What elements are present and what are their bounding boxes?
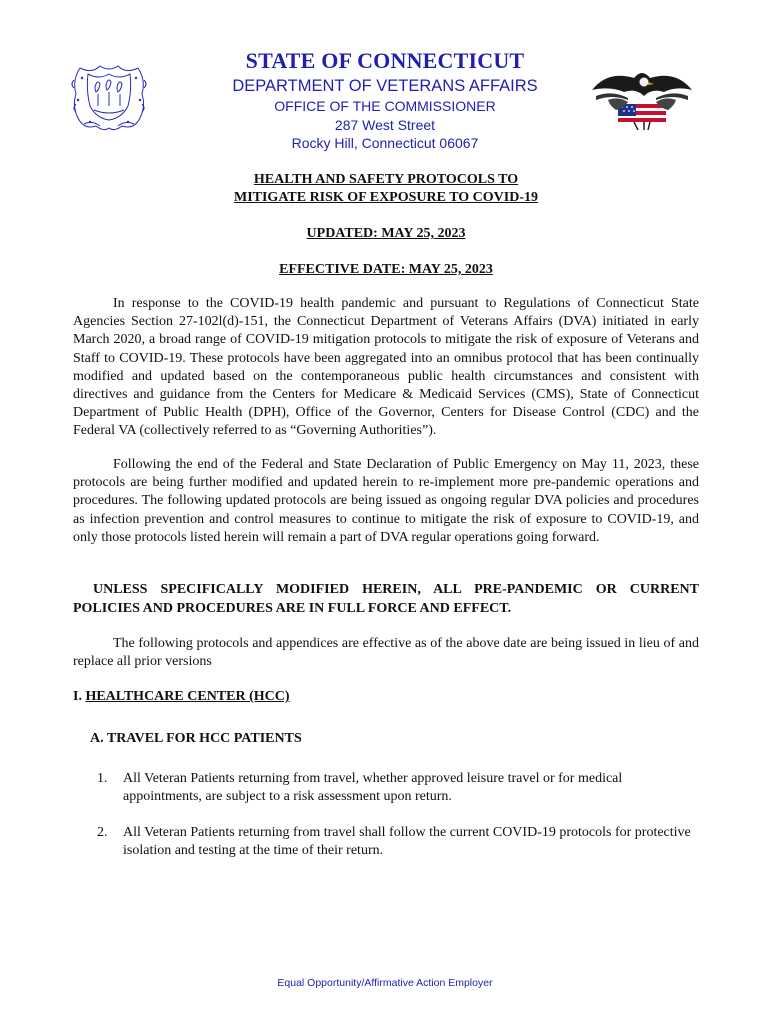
- intro-paragraph: In response to the COVID-19 health pandemic and pursuant to Regulations of Connecticut State Agencies Section 27-102l(d)-151, the Connecticut Department of Veterans Affairs (DVA) initiated in early March 2020, a broad range of COVID-19 mitigation protocols to mitigate the risk of exposure of Veterans and Staff to COVID-19. These protocols have been aggregated into an omnibus protocol that has been continually modified and updated based on the contemporaneous public health circumstances and consistent with directives and guidance from the Centers for Medicare & Medicaid Services (CMS), State of Connecticut Department of Public Health (DPH), Office of the Governor, Centers for Disease Control (CDC) and the Federal VA (collectively referred to as “Governing Authorities”).: [73, 296, 699, 439]
- section-title: HEALTHCARE CENTER (HCC): [85, 689, 290, 704]
- section-heading: [73, 688, 699, 706]
- office-name: OFFICE OF THE COMMISSIONER: [274, 98, 496, 114]
- effective-paragraph: The following protocols and appendices are effective as of the above date are being issued in lieu of and replace all prior versions: [73, 636, 699, 670]
- document-title: [73, 171, 699, 207]
- list-item-number: 2.: [97, 825, 108, 840]
- update-paragraph: Following the end of the Federal and State Declaration of Public Emergency on May 11, 2023, these protocols are being further modified and updated herein to re-implement more pre-pandemic operations and procedures. The following updated protocols are being issued as ongoing regular DVA policies and procedures as infection prevention and control measures to continue to mitigate the risk of exposure to COVID-19, and only those protocols listed herein will remain a part of DVA regular operations going forward.: [73, 457, 699, 545]
- section-number: I.: [73, 689, 82, 704]
- list-item-text: All Veteran Patients returning from travel shall follow the current COVID-19 protocols for protective isolation and testing at the time of their return.: [123, 825, 691, 859]
- title-line-2: MITIGATE RISK OF EXPOSURE TO COVID-19: [233, 190, 539, 205]
- list-item-text: All Veteran Patients returning from travel, whether approved leisure travel or for medical appointments, are subject to a risk assessment upon return.: [123, 771, 623, 805]
- title-line-1: HEALTH AND SAFETY PROTOCOLS TO: [253, 172, 519, 187]
- list-item-number: 1.: [97, 771, 108, 786]
- list-item: [97, 824, 697, 860]
- updated-date: UPDATED: MAY 25, 2023: [306, 226, 466, 241]
- state-name: STATE OF CONNECTICUT: [245, 48, 525, 73]
- department-name: DEPARTMENT OF VETERANS AFFAIRS: [232, 77, 538, 95]
- footer-text: Equal Opportunity/Affirmative Action Employer: [277, 977, 493, 989]
- effective-date: EFFECTIVE DATE: MAY 25, 2023: [279, 262, 493, 277]
- city-address: Rocky Hill, Connecticut 06067: [291, 135, 479, 151]
- subsection-heading: A. TRAVEL FOR HCC PATIENTS: [90, 731, 302, 746]
- caps-notice: UNLESS SPECIFICALLY MODIFIED HEREIN, ALL PRE-PANDEMIC OR CURRENT POLICIES AND PROCEDURES ARE IN FULL FORCE AND EFFECT.: [73, 582, 699, 616]
- list-item: [97, 770, 697, 806]
- street-address: 287 West Street: [334, 116, 436, 133]
- letterhead: [0, 48, 770, 153]
